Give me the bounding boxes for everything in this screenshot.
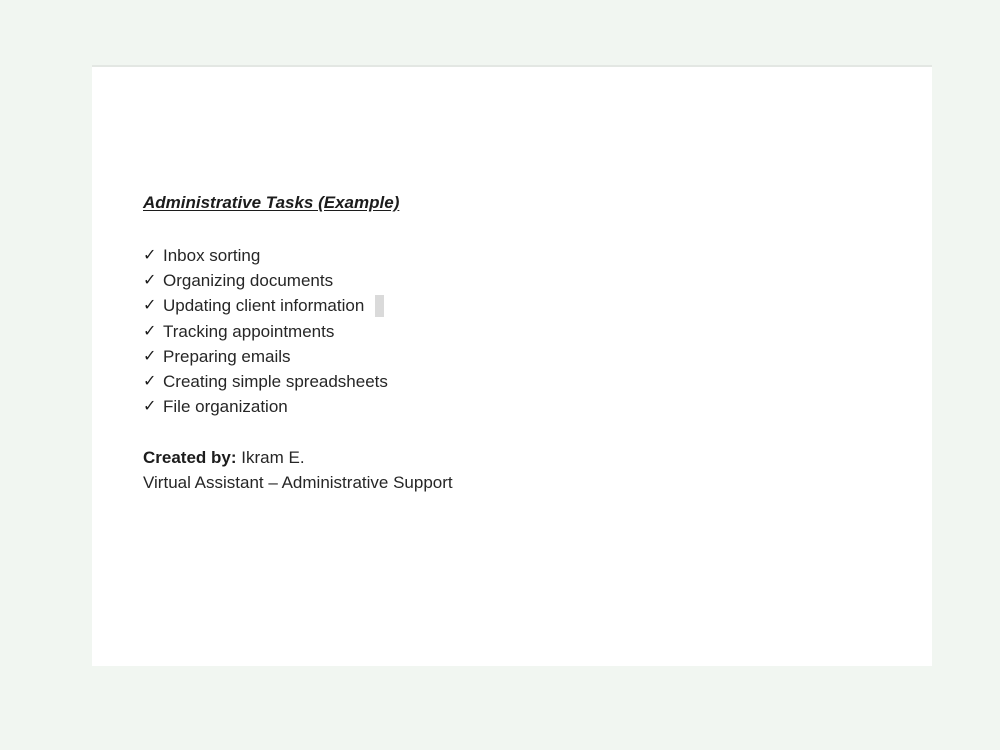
created-by-name: Ikram E. [241,448,305,467]
list-item [143,369,388,394]
task-label: Organizing documents [163,271,334,291]
list-item [143,268,388,293]
task-label: Creating simple spreadsheets [163,372,388,392]
list-item [143,394,388,419]
task-label: Updating client information [163,296,365,316]
list-item [143,293,388,318]
check-icon: ✓ [143,322,157,340]
list-item [143,344,388,369]
task-label: File organization [163,397,288,417]
check-icon: ✓ [143,347,157,365]
text-cursor [375,295,384,317]
list-item [143,319,388,344]
created-by-line [143,445,453,470]
task-label: Inbox sorting [163,246,261,265]
check-icon: ✓ [143,398,157,416]
credits-block [143,445,453,495]
document-page[interactable] [92,65,932,666]
role-line: Virtual Assistant – Administrative Support [143,473,453,492]
list-item [143,243,388,268]
task-label: Tracking appointments [163,321,335,341]
check-icon: ✓ [143,297,157,315]
check-icon: ✓ [143,373,157,391]
created-by-label: Created by: [143,448,237,467]
task-list [143,243,388,419]
check-icon: ✓ [143,272,157,290]
task-label: Preparing emails [163,346,291,366]
check-icon: ✓ [143,247,157,264]
section-heading: Administrative Tasks (Example) [143,193,400,212]
